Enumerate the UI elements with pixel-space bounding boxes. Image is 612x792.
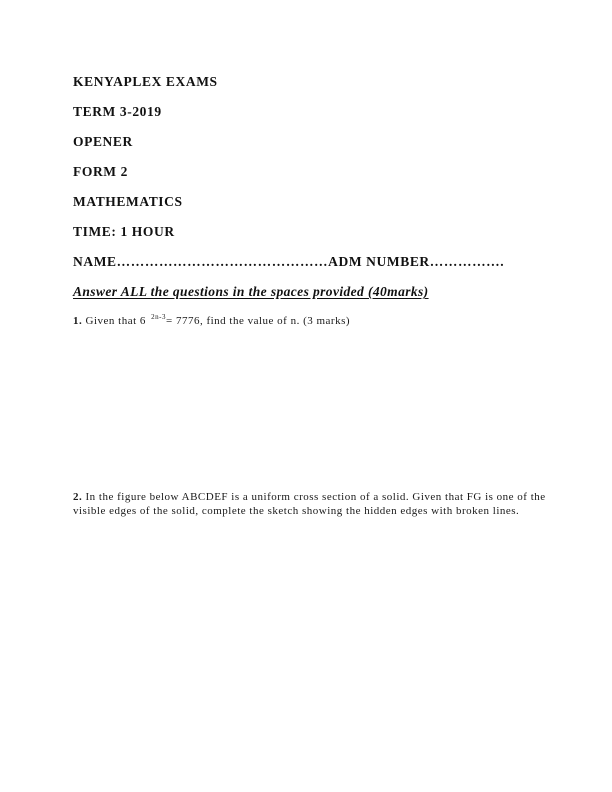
time-label: TIME: 1 HOUR bbox=[73, 224, 175, 239]
instructions: Answer ALL the questions in the spaces provided (40marks) bbox=[73, 284, 429, 299]
question-2 bbox=[73, 491, 553, 518]
question-text-cont: = 7776, find the value of n. (3 marks) bbox=[165, 315, 351, 327]
subject-label: MATHEMATICS bbox=[73, 194, 183, 209]
question-number: 1. bbox=[73, 315, 83, 327]
name-field[interactable]: ……………………………………… bbox=[116, 254, 329, 269]
question-1 bbox=[73, 315, 350, 329]
adm-number-field[interactable]: ……………. bbox=[429, 254, 505, 269]
form-label: FORM 2 bbox=[73, 164, 128, 179]
answer-space-2[interactable] bbox=[73, 545, 543, 765]
term-label: TERM 3-2019 bbox=[73, 104, 162, 119]
school-title: KENYAPLEX EXAMS bbox=[73, 74, 218, 89]
exam-type-label: OPENER bbox=[73, 134, 133, 149]
answer-space-1[interactable] bbox=[73, 335, 543, 480]
exponent: 2n-3 bbox=[151, 313, 166, 321]
question-number: 2. bbox=[73, 491, 83, 503]
student-details-line bbox=[73, 254, 504, 270]
question-text: Given that 6 bbox=[82, 315, 150, 327]
question-text: In the figure below ABCDEF is a uniform cross section of a solid. Given that FG is one of the visible edges of the solid, complete the sketch showing the hidden edges with broken lines. bbox=[73, 491, 546, 517]
adm-number-label: ADM NUMBER bbox=[328, 254, 430, 269]
name-label: NAME bbox=[73, 254, 117, 269]
